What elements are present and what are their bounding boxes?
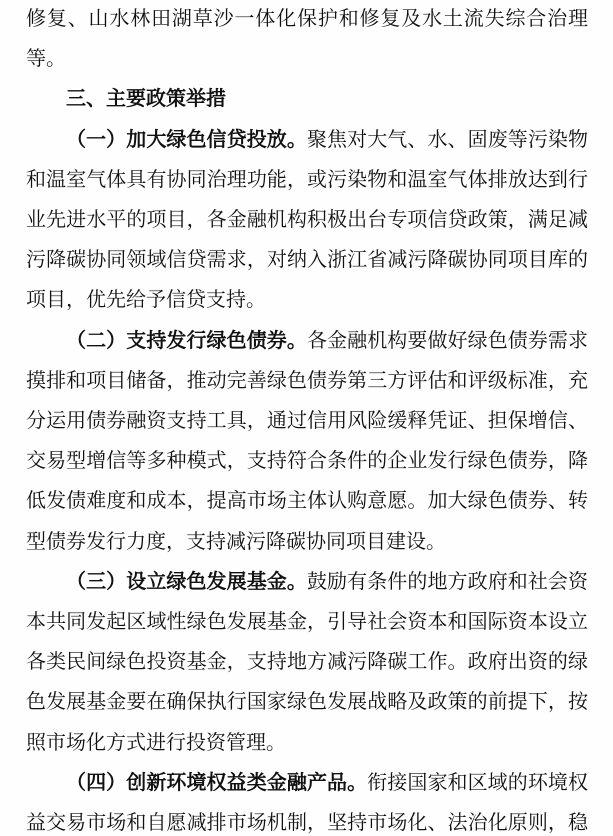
- paragraph-line: [66, 326, 588, 354]
- paragraph-line: 照市场化方式进行投资管理。: [26, 729, 286, 754]
- paragraph-line: [66, 567, 588, 595]
- paragraph-line: [66, 768, 588, 796]
- paragraph-line: 低发债难度和成本，提高市场主体认购意愿。加大绿色债券、转: [26, 488, 588, 513]
- paragraph-line: 各类民间绿色投资基金，支持地方减污降碳工作。政府出资的绿: [26, 649, 588, 674]
- paragraph-text: 益交易市场和自愿减排市场机制，坚持市场化、法治化原则，稳: [26, 810, 588, 834]
- paragraph-line: 污降碳协同领域信贷需求，对纳入浙江省减污降碳协同项目库的: [26, 247, 588, 272]
- paragraph-line: 分运用债券融资支持工具，通过信用风险缓释凭证、担保增信、: [26, 408, 588, 432]
- paragraph-text: 聚焦对大气、水、固废等污染物: [306, 126, 588, 151]
- paragraph-line: 修复、山水林田湖草沙一体化保护和修复及水土流失综合治理: [26, 6, 588, 30]
- paragraph-text: 鼓励有条件的地方政府和社会资: [306, 568, 588, 593]
- paragraph-line: 交易型增信等多种模式，支持符合条件的企业发行绿色债券，降: [26, 448, 588, 473]
- paragraph-text: 各金融机构要做好绿色债券需求: [306, 327, 588, 352]
- paragraph-line: 项目，优先给予信贷支持。: [26, 287, 266, 312]
- paragraph-line: [26, 808, 588, 836]
- paragraph-line: 和温室气体具有协同治理功能，或污染物和温室气体排放达到行: [26, 166, 588, 191]
- section-heading: 三、主要政策举措: [66, 86, 226, 111]
- subsection-title: （一）加大绿色信贷投放。: [66, 126, 307, 151]
- paragraph-line: 型债券发行力度，支持减污降碳协同项目建设。: [26, 528, 446, 553]
- subsection-title: （四）创新环境权益类金融产品。: [66, 769, 368, 794]
- paragraph-line: 业先进水平的项目，各金融机构积极出台专项信贷政策，满足减: [26, 207, 588, 231]
- subsection-title: （二）支持发行绿色债券。: [66, 327, 307, 352]
- paragraph-line: [66, 125, 588, 153]
- paragraph-text: 衔接国家和区域的环境权: [367, 769, 588, 794]
- paragraph-line: 摸排和项目储备，推动完善绿色债券第三方评估和评级标准，充: [26, 367, 588, 392]
- paragraph-line: 等。: [26, 46, 66, 71]
- paragraph-line: 色发展基金要在确保执行国家绿色发展战略及政策的前提下，按: [26, 689, 588, 714]
- paragraph-line: 本共同发起区域性绿色发展基金，引导社会资本和国际资本设立: [26, 609, 588, 633]
- subsection-title: （三）设立绿色发展基金。: [66, 568, 307, 593]
